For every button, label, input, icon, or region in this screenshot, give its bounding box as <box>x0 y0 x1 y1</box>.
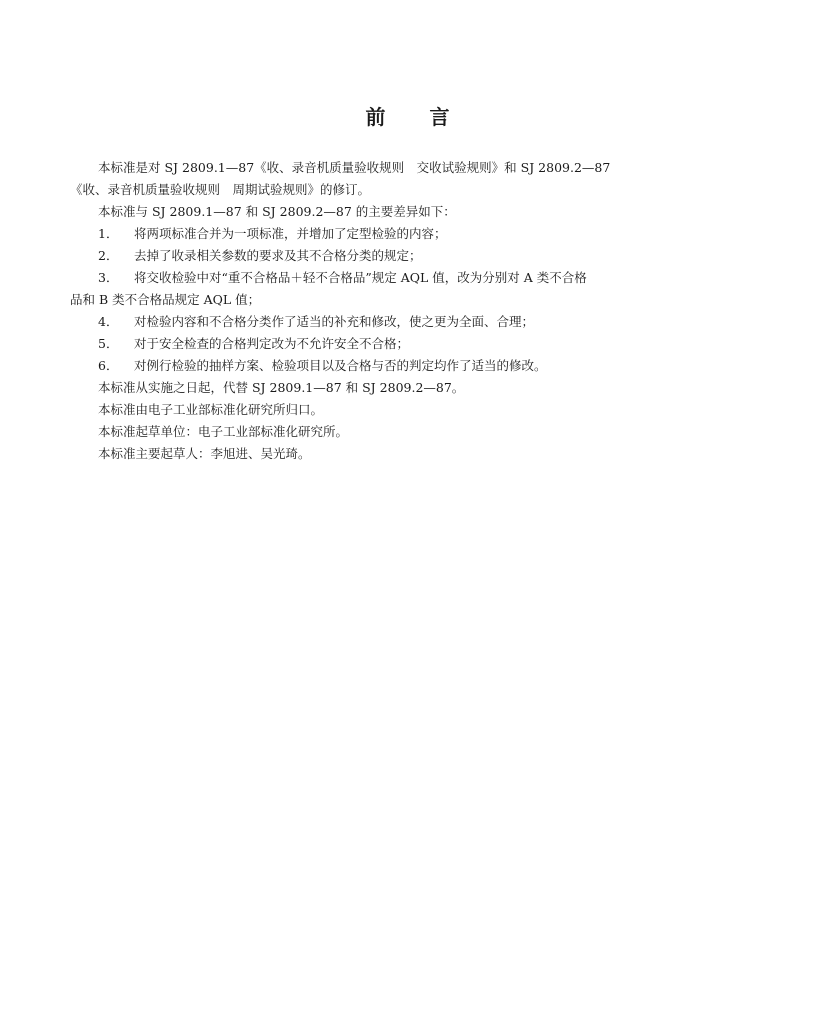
list-item <box>70 311 642 333</box>
list-item-continuation: 品和 B 类不合格品规定 AQL 值； <box>70 292 261 307</box>
list-item <box>70 267 642 289</box>
list-item-number: 3． <box>98 270 119 285</box>
list-item <box>70 355 642 377</box>
list-item-text: 对例行检验的抽样方案、检验项目以及合格与否的判定均作了适当的修改。 <box>134 358 547 373</box>
proposing-unit: 本标准由电子工业部标准化研究所归口。 <box>98 402 324 417</box>
list-item-number: 2． <box>98 248 119 263</box>
list-item-number: 4． <box>98 314 119 329</box>
replacement-statement: 本标准从实施之日起，代替 SJ 2809.1—87 和 SJ 2809.2—87。 <box>98 380 465 395</box>
intro-line-2: 《收、录音机质量验收规则 周期试验规则》的修订。 <box>70 182 371 197</box>
list-item <box>70 245 642 267</box>
intro-line-1: 本标准是对 SJ 2809.1—87《收、录音机质量验收规则 交收试验规则》和 SJ 2809.2—87 <box>98 160 611 175</box>
list-item-text: 对于安全检查的合格判定改为不允许安全不合格； <box>134 336 410 351</box>
page-title <box>0 103 815 131</box>
list-item-number: 6． <box>98 358 119 373</box>
list-item-text: 对检验内容和不合格分类作了适当的补充和修改，使之更为全面、合理； <box>134 314 535 329</box>
list-item-number: 1． <box>98 226 119 241</box>
list-item-text: 将两项标准合并为一项标准，并增加了定型检验的内容； <box>134 226 447 241</box>
list-item-text: 去掉了收录相关参数的要求及其不合格分类的规定； <box>134 248 422 263</box>
list-item-number: 5． <box>98 336 119 351</box>
foreword-body <box>70 157 642 465</box>
list-item <box>70 223 642 245</box>
title-char-1: 前 <box>365 105 386 129</box>
drafters: 本标准主要起草人：李旭进、吴光琦。 <box>98 446 311 461</box>
drafting-unit: 本标准起草单位：电子工业部标准化研究所。 <box>98 424 349 439</box>
title-char-2: 言 <box>429 105 450 129</box>
list-item-text: 将交收检验中对“重不合格品＋轻不合格品”规定 AQL 值，改为分别对 A 类不合格 <box>134 270 587 285</box>
differences-intro: 本标准与 SJ 2809.1—87 和 SJ 2809.2—87 的主要差异如下： <box>98 204 456 219</box>
list-item <box>70 333 642 355</box>
